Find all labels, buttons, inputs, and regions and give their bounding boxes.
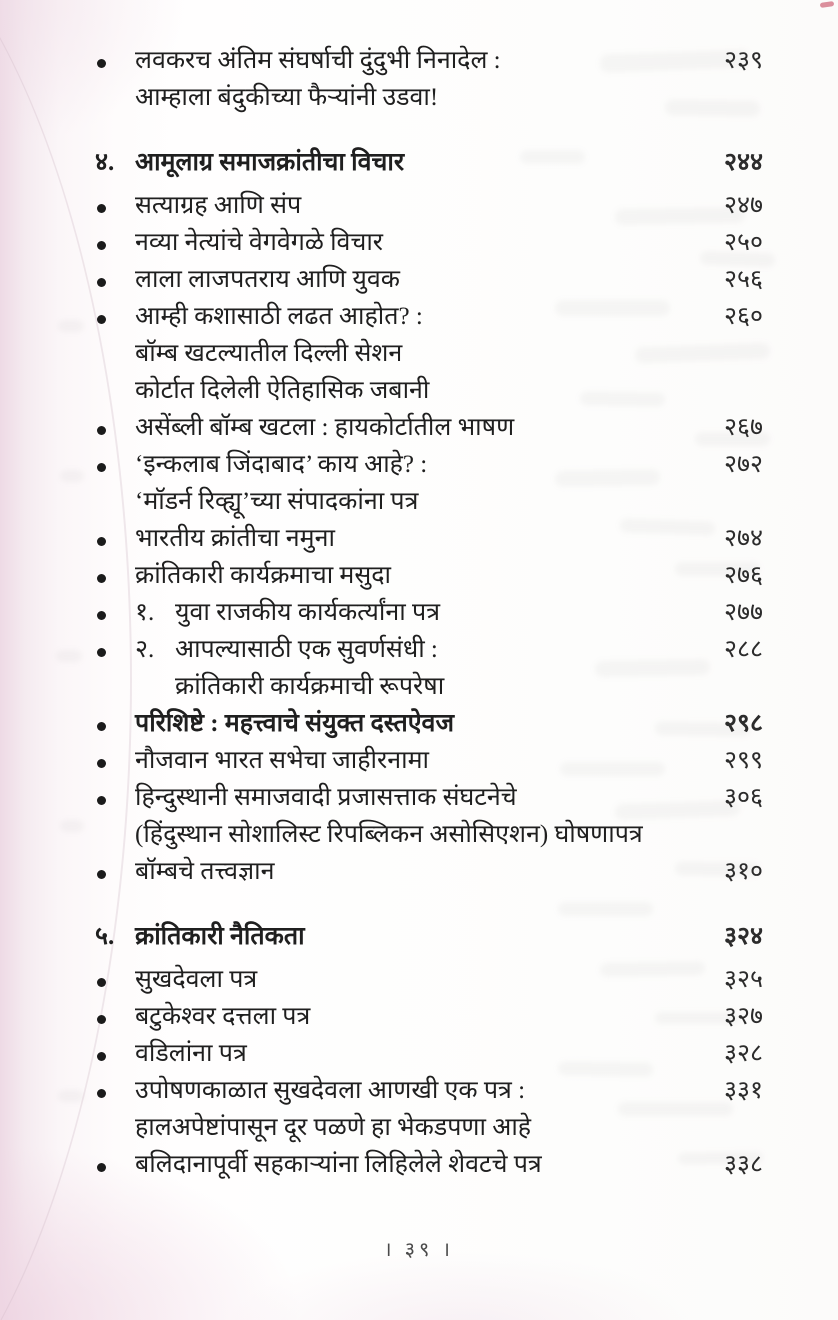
toc-page-number: २९९ bbox=[723, 747, 763, 774]
toc-entry bbox=[95, 705, 763, 742]
toc-entry-continuation: क्रांतिकारी कार्यक्रमाची रूपरेषा bbox=[175, 673, 445, 700]
toc-entry-continuation: ‘मॉडर्न रिव्ह्यू’च्या संपादकांना पत्र bbox=[135, 488, 419, 515]
toc-entry-title: बटुकेश्वर दत्तला पत्र bbox=[135, 1003, 311, 1030]
toc-entry-title: नौजवान भारत सभेचा जाहीरनामा bbox=[135, 747, 430, 774]
toc-entry-title: लवकरच अंतिम संघर्षाची दुंदुभी निनादेल : bbox=[135, 47, 501, 74]
bullet-icon bbox=[95, 742, 135, 779]
bullet-icon bbox=[95, 42, 135, 79]
toc-entry-title: क्रांतिकारी नैतिकता bbox=[135, 923, 305, 950]
toc-section-heading bbox=[95, 144, 763, 181]
bullet-dot-icon bbox=[97, 537, 106, 546]
sub-item-number: १. bbox=[135, 599, 155, 626]
toc-entry bbox=[95, 298, 763, 409]
toc-page-number: २७४ bbox=[723, 525, 763, 552]
toc-entry-title: हिन्दुस्थानी समाजवादी प्रजासत्ताक संघटनेचे bbox=[135, 784, 517, 811]
toc-entry-body bbox=[135, 631, 695, 705]
toc-entry-body bbox=[135, 1146, 695, 1183]
toc-entry-title: क्रांतिकारी कार्यक्रमाचा मसुदा bbox=[135, 562, 392, 589]
toc-entry-body bbox=[135, 261, 695, 298]
toc-entry bbox=[95, 1035, 763, 1072]
toc-entry-body bbox=[135, 1035, 695, 1072]
toc-entry-title: नव्या नेत्यांचे वेगवेगळे विचार bbox=[135, 229, 384, 256]
bullet-dot-icon bbox=[97, 722, 106, 731]
toc-entry-title: बलिदानापूर्वी सहकाऱ्यांना लिहिलेले शेवटचे पत्र bbox=[135, 1151, 542, 1178]
toc-page-number: २७६ bbox=[723, 562, 763, 589]
bullet-dot-icon bbox=[97, 241, 106, 250]
toc-entry-title-text: युवा राजकीय कार्यकर्त्यांना पत्र bbox=[175, 599, 441, 626]
section-number: ५. bbox=[95, 923, 115, 950]
toc-entry bbox=[95, 853, 763, 890]
toc-entry-title: परिशिष्टे : महत्त्वाचे संयुक्त दस्तऐवज bbox=[135, 710, 455, 737]
toc-entry-continuation: बॉम्ब खटल्यातील दिल्ली सेशन bbox=[135, 340, 403, 367]
bullet-icon bbox=[95, 224, 135, 261]
toc-entry-body bbox=[135, 409, 695, 446]
toc-entry-title bbox=[135, 631, 695, 668]
toc-page-number: २९८ bbox=[723, 710, 763, 737]
toc-entry-title: भारतीय क्रांतीचा नमुना bbox=[135, 525, 335, 552]
sub-item-number: २. bbox=[135, 636, 155, 663]
toc-entry bbox=[95, 409, 763, 446]
toc-entry-body bbox=[135, 742, 695, 779]
bullet-dot-icon bbox=[97, 978, 106, 987]
toc-entry-body bbox=[135, 1072, 695, 1146]
toc-entry bbox=[95, 187, 763, 224]
toc-entry-title: बॉम्बचे तत्त्वज्ञान bbox=[135, 858, 275, 885]
toc-page-number: ३१० bbox=[723, 858, 763, 885]
toc-entry-continuation: (हिंदुस्थान सोशालिस्ट रिपब्लिकन असोसिएशन) घोषणापत्र bbox=[135, 821, 643, 848]
toc-entry-body bbox=[135, 557, 695, 594]
toc-entry-body bbox=[135, 998, 695, 1035]
toc-entry-body bbox=[135, 853, 695, 890]
toc-entry-title: वडिलांना पत्र bbox=[135, 1040, 247, 1067]
toc-page-number: ३२५ bbox=[723, 966, 763, 993]
toc-entry-continuation: हालअपेष्टांपासून दूर पळणे हा भेकडपणा आहे bbox=[135, 1114, 532, 1141]
toc-page-number: २६० bbox=[723, 303, 763, 330]
bullet-icon bbox=[95, 187, 135, 224]
toc-entry-body bbox=[135, 187, 695, 224]
bullet-icon bbox=[95, 520, 135, 557]
toc-entry-title: लाला लाजपतराय आणि युवक bbox=[135, 266, 400, 293]
toc-entry bbox=[95, 261, 763, 298]
toc-entry-body bbox=[135, 779, 695, 853]
toc-entry bbox=[95, 224, 763, 261]
toc-entry-body bbox=[135, 918, 695, 955]
toc-entry-title: उपोषणकाळात सुखदेवला आणखी एक पत्र : bbox=[135, 1077, 526, 1104]
bullet-dot-icon bbox=[97, 59, 106, 68]
toc-entry-body bbox=[135, 520, 695, 557]
section-number: ४. bbox=[95, 149, 115, 176]
toc-entry bbox=[95, 998, 763, 1035]
bullet-dot-icon bbox=[97, 796, 106, 805]
bullet-icon bbox=[95, 1035, 135, 1072]
bullet-dot-icon bbox=[97, 759, 106, 768]
toc-page-number: ३२४ bbox=[723, 923, 763, 950]
bullet-dot-icon bbox=[97, 426, 106, 435]
bullet-icon bbox=[95, 446, 135, 483]
bullet-icon bbox=[95, 298, 135, 335]
toc-entry bbox=[95, 742, 763, 779]
bullet-dot-icon bbox=[97, 870, 106, 879]
toc-entry bbox=[95, 961, 763, 998]
toc-entry-title: आम्ही कशासाठी लढत आहोत? : bbox=[135, 303, 423, 330]
toc-entry-body bbox=[135, 446, 695, 520]
toc-page-number: ३३८ bbox=[723, 1151, 763, 1178]
bullet-dot-icon bbox=[97, 1163, 106, 1172]
toc-entry-body bbox=[135, 224, 695, 261]
toc-entry-body bbox=[135, 594, 695, 631]
toc-entry bbox=[95, 42, 763, 116]
footer-page-number: । ३९ । bbox=[384, 1239, 454, 1261]
toc-page-number: २६७ bbox=[723, 414, 763, 441]
bullet-dot-icon bbox=[97, 1052, 106, 1061]
toc-entry bbox=[95, 779, 763, 853]
bullet-icon bbox=[95, 779, 135, 816]
toc-page-number: २३९ bbox=[723, 47, 763, 74]
bullet-dot-icon bbox=[97, 463, 106, 472]
bullet-icon bbox=[95, 631, 135, 668]
toc-page-number: ३०६ bbox=[723, 784, 763, 811]
toc-page-number: २८८ bbox=[723, 636, 763, 663]
toc-entry-title: सत्याग्रह आणि संप bbox=[135, 192, 302, 219]
toc-entry-body bbox=[135, 705, 695, 742]
toc-entry-body bbox=[135, 961, 695, 998]
toc-entry-title: असेंब्ली बॉम्ब खटला : हायकोर्टातील भाषण bbox=[135, 414, 515, 441]
toc-entry-title-text: आपल्यासाठी एक सुवर्णसंधी : bbox=[175, 636, 438, 663]
bullet-icon bbox=[95, 853, 135, 890]
toc-page-number: २४४ bbox=[723, 149, 763, 176]
bullet-icon bbox=[95, 594, 135, 631]
bullet-icon bbox=[95, 1072, 135, 1109]
toc-entry-continuation: कोर्टात दिलेली ऐतिहासिक जबानी bbox=[135, 377, 430, 404]
bullet-icon bbox=[95, 705, 135, 742]
bullet-dot-icon bbox=[97, 1089, 106, 1098]
toc-page-number: ३२८ bbox=[723, 1040, 763, 1067]
bullet-dot-icon bbox=[97, 574, 106, 583]
toc-section-heading bbox=[95, 918, 763, 955]
toc-entry-title: सुखदेवला पत्र bbox=[135, 966, 258, 993]
toc-entry-title: आमूलाग्र समाजक्रांतीचा विचार bbox=[135, 149, 405, 176]
toc-entry bbox=[95, 1072, 763, 1146]
toc-page-number: २५० bbox=[723, 229, 763, 256]
toc-page-number: २७७ bbox=[723, 599, 763, 626]
toc-entry-title: ‘इन्कलाब जिंदाबाद’ काय आहे? : bbox=[135, 451, 428, 478]
toc-entry-title bbox=[135, 594, 695, 631]
toc-page-number: २५६ bbox=[723, 266, 763, 293]
toc-entry-body bbox=[135, 144, 695, 181]
toc-entry bbox=[95, 594, 763, 631]
bullet-icon bbox=[95, 557, 135, 594]
toc-entry-body bbox=[135, 298, 695, 409]
bullet-dot-icon bbox=[97, 648, 106, 657]
bullet-icon bbox=[95, 961, 135, 998]
bullet-dot-icon bbox=[97, 315, 106, 324]
toc-entry bbox=[95, 631, 763, 705]
bullet-dot-icon bbox=[97, 204, 106, 213]
toc-page-number: २४७ bbox=[723, 192, 763, 219]
toc-entry bbox=[95, 557, 763, 594]
bullet-icon bbox=[95, 261, 135, 298]
toc-page-number: ३२७ bbox=[723, 1003, 763, 1030]
bullet-dot-icon bbox=[97, 278, 106, 287]
bullet-icon bbox=[95, 998, 135, 1035]
toc-entry-body bbox=[135, 42, 695, 116]
bullet-icon bbox=[95, 1146, 135, 1183]
toc-entry bbox=[95, 1146, 763, 1183]
bullet-icon bbox=[95, 409, 135, 446]
toc-page-number: ३३१ bbox=[723, 1077, 763, 1104]
toc-entry bbox=[95, 446, 763, 520]
toc-entry-continuation: आम्हाला बंदुकीच्या फैऱ्यांनी उडवा! bbox=[135, 84, 439, 111]
toc-page-number: २७२ bbox=[723, 451, 763, 478]
bullet-dot-icon bbox=[97, 1015, 106, 1024]
bullet-dot-icon bbox=[97, 611, 106, 620]
toc-entry bbox=[95, 520, 763, 557]
